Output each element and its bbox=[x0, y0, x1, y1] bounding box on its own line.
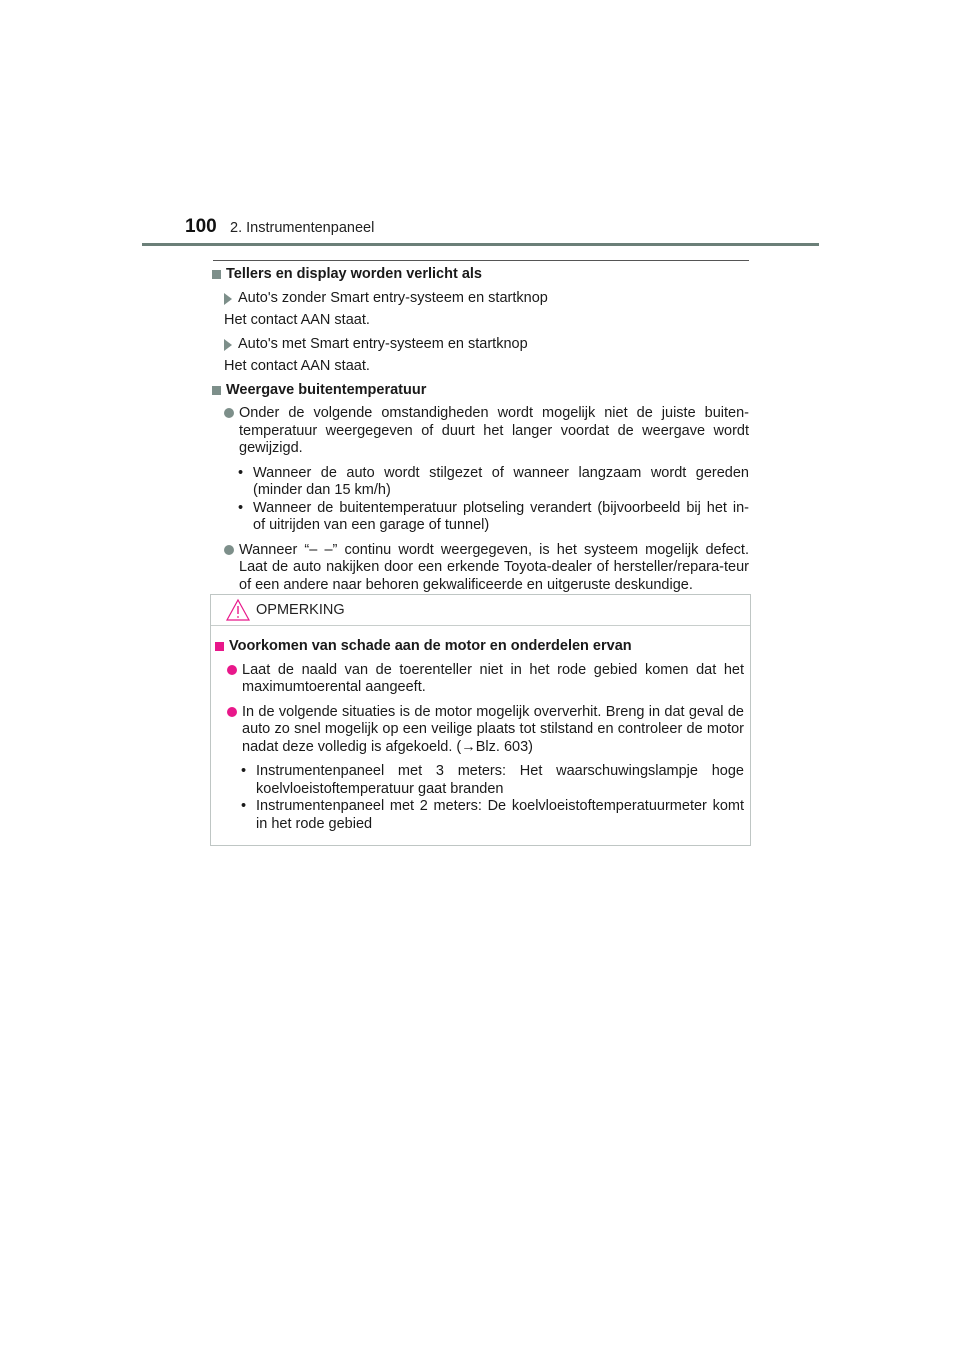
header-rule bbox=[142, 243, 819, 246]
list-item: Wanneer “– –” continu wordt weergegeven, is het systeem mogelijk defect. Laat de auto nakijken door een erkende Toyota-dealer of hersteller/repara-teur of een andere naar behoren gekwalificeerde en uitgeruste deskundige. bbox=[224, 542, 749, 595]
notice-body bbox=[211, 626, 750, 833]
notice-label: OPMERKING bbox=[256, 602, 345, 618]
notice-heading: Voorkomen van schade aan de motor en onderdelen ervan bbox=[214, 638, 744, 656]
warning-triangle-icon bbox=[225, 598, 251, 622]
round-bullet-icon bbox=[224, 545, 234, 555]
chapter-title: 2. Instrumentenpaneel bbox=[230, 220, 375, 236]
round-bullet-icon bbox=[227, 707, 237, 717]
list-item: Onder de volgende omstandigheden wordt mogelijk niet de juiste buiten-temperatuur weergegeven of duurt het langer voordat de weergave wordt gewijzigd. bbox=[224, 405, 749, 458]
dash-item: • Instrumentenpaneel met 3 meters: Het waarschuwingslampje hoge koelvloeistoftemperatuur gaat branden bbox=[241, 763, 744, 797]
condition-item: Auto's zonder Smart entry-systeem en startknop bbox=[224, 290, 749, 308]
triangle-arrow-icon bbox=[224, 293, 232, 305]
round-bullet-icon bbox=[224, 408, 234, 418]
notice-header bbox=[211, 595, 750, 626]
list-item: In de volgende situaties is de motor mogelijk oververhit. Breng in dat geval de auto zo snel mogelijk op een veilige plaats tot stilstand en controleer de motor nadat deze volledig is afgekoeld. (→Blz. 603) bbox=[227, 704, 744, 757]
condition-text: Het contact AAN staat. bbox=[224, 358, 370, 374]
notice-box bbox=[210, 594, 751, 846]
dash-item: • Wanneer de auto wordt stilgezet of wanneer langzaam wordt gereden (minder dan 15 km/h) bbox=[238, 464, 749, 498]
condition-text: Het contact AAN staat. bbox=[224, 312, 370, 328]
triangle-arrow-icon bbox=[224, 339, 232, 351]
square-bullet-icon bbox=[215, 642, 224, 651]
page-number: 100 bbox=[185, 216, 217, 237]
list-item: Laat de naald van de toerenteller niet in het rode gebied komen dat het maximumtoerental aangeeft. bbox=[227, 662, 744, 697]
content-rule bbox=[213, 260, 749, 261]
square-bullet-icon bbox=[212, 270, 221, 279]
section-heading-lighting: Tellers en display worden verlicht als bbox=[211, 266, 749, 284]
main-content bbox=[211, 266, 749, 601]
square-bullet-icon bbox=[212, 386, 221, 395]
condition-item: Auto's met Smart entry-systeem en startknop bbox=[224, 336, 749, 354]
section-heading-temperature: Weergave buitentemperatuur bbox=[211, 382, 749, 400]
round-bullet-icon bbox=[227, 665, 237, 675]
dash-item: • Wanneer de buitentemperatuur plotseling verandert (bijvoorbeeld bij het in- of uitrijden van een garage of tunnel) bbox=[238, 499, 749, 533]
dash-item: • Instrumentenpaneel met 2 meters: De koelvloeistoftemperatuurmeter komt in het rode gebied bbox=[241, 798, 744, 832]
